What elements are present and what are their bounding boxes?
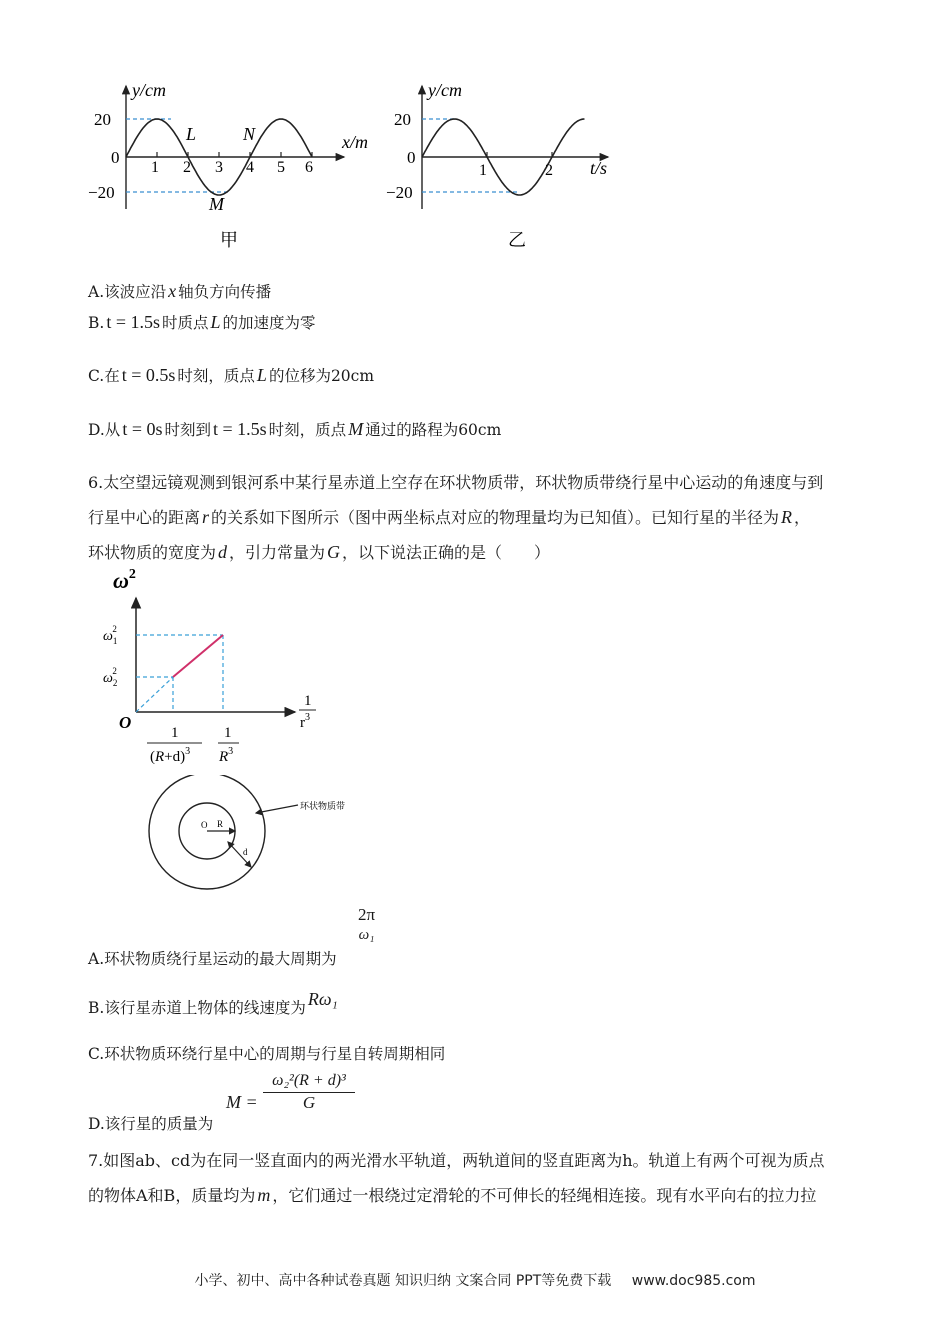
x-tick-2: 2	[183, 159, 191, 176]
ring-data-line	[173, 635, 223, 677]
t-axis-label: t/s	[590, 158, 608, 178]
y-tick-20: 20	[94, 110, 111, 129]
y-tick-0: 0	[407, 148, 416, 167]
y-tick-neg20: −20	[386, 183, 413, 202]
q6-option-c: C.环状物质环绕行星中心的周期与行星自转周期相同	[88, 1045, 446, 1063]
x-axis-label: x/m	[342, 132, 368, 152]
x-tick1-den: $(R+d)^3$	[150, 746, 191, 765]
ring-radius-label: R	[217, 819, 224, 829]
x-tick-4: 4	[246, 159, 254, 176]
ring-diagram	[140, 775, 390, 900]
y-tick-0: 0	[111, 148, 120, 167]
x-tick-5: 5	[277, 159, 285, 176]
footer-link[interactable]: www.doc985.com	[631, 1273, 756, 1289]
x-axis-label-den: $r^3$	[300, 712, 310, 731]
origin-label: O	[119, 713, 132, 732]
q7-stem: 7.如图ab、cd为在同一竖直面内的两光滑水平轨道，两轨道间的竖直距离为h。轨道上有两个可视为质点 的物体A和B，质量均为 m ，它们通过一根绕过定滑轮的不可伸长的轻绳相连接。现有水平向右的拉力拉	[88, 1151, 825, 1205]
page-footer: 小学、初中、高中各种试卷真题 知识归纳 文案合同 PPT等免费下载 www.doc985.com	[194, 1273, 756, 1289]
y-tick-omega1: $\omega_12$	[103, 624, 118, 646]
q5-option-a: A.该波应沿 x 轴负方向传播	[88, 281, 272, 301]
t-tick-1: 1	[479, 162, 487, 179]
x-tick2-den: $R^3$	[219, 746, 234, 765]
y-axis-label: y/cm	[428, 80, 462, 100]
wave-graph-jia	[80, 74, 380, 254]
vibration-graph-yi	[380, 74, 630, 254]
y-tick-neg20: −20	[88, 183, 115, 202]
y-tick-omega2: $\omega_22$	[103, 666, 118, 688]
q6-option-a: A.环状物质绕行星运动的最大周期为 2π ω₁	[88, 905, 376, 968]
x-tick2-num: 1	[224, 725, 232, 741]
y-tick-20: 20	[394, 110, 411, 129]
ring-width-label: d	[243, 847, 248, 857]
q5-option-d: D.从 t = 0s 时刻到 t = 1.5s 时刻，质点 M 通过的路程为60cm	[88, 419, 502, 439]
q6-option-b: B.该行星赤道上物体的线速度为 Rω₁	[88, 989, 338, 1017]
figure-caption-jia: 甲	[220, 230, 238, 250]
x-axis-label-num: 1	[304, 693, 312, 709]
outer-ring-circle	[149, 775, 265, 889]
point-label-N: N	[243, 124, 256, 144]
x-tick-3: 3	[215, 159, 223, 176]
t-tick-2: 2	[545, 162, 553, 179]
q5-option-b: B. t = 1.5s 时质点 L 的加速度为零	[88, 312, 316, 332]
q5-option-c: C.在 t = 0.5s 时刻，质点 L 的位移为20cm	[88, 365, 375, 385]
y-axis-label: y/cm	[132, 80, 166, 100]
omega-axis-label: $\omega^2$	[113, 567, 136, 593]
x-tick1-num: 1	[171, 725, 179, 741]
ring-band-label: 环状物质带	[300, 801, 346, 811]
ring-center-label: O	[201, 820, 208, 830]
figure-caption-yi: 乙	[508, 230, 526, 250]
q6-stem: 6.太空望远镜观测到银河系中某行星赤道上空存在环状物质带，环状物质带绕行星中心运动的角速度与到 行星中心的距离 r 的关系如下图所示（图中两坐标点对应的物理量均为已知值）。已知行星的半径为 R ， 环状物质的宽度为 d ，引力常量为 G ，以下说法正确的是（ ）	[88, 473, 824, 562]
omega-squared-graph	[95, 560, 355, 775]
x-tick-1: 1	[151, 159, 159, 176]
point-label-M: M	[209, 194, 224, 214]
point-label-L: L	[186, 124, 197, 144]
x-tick-6: 6	[305, 159, 313, 176]
